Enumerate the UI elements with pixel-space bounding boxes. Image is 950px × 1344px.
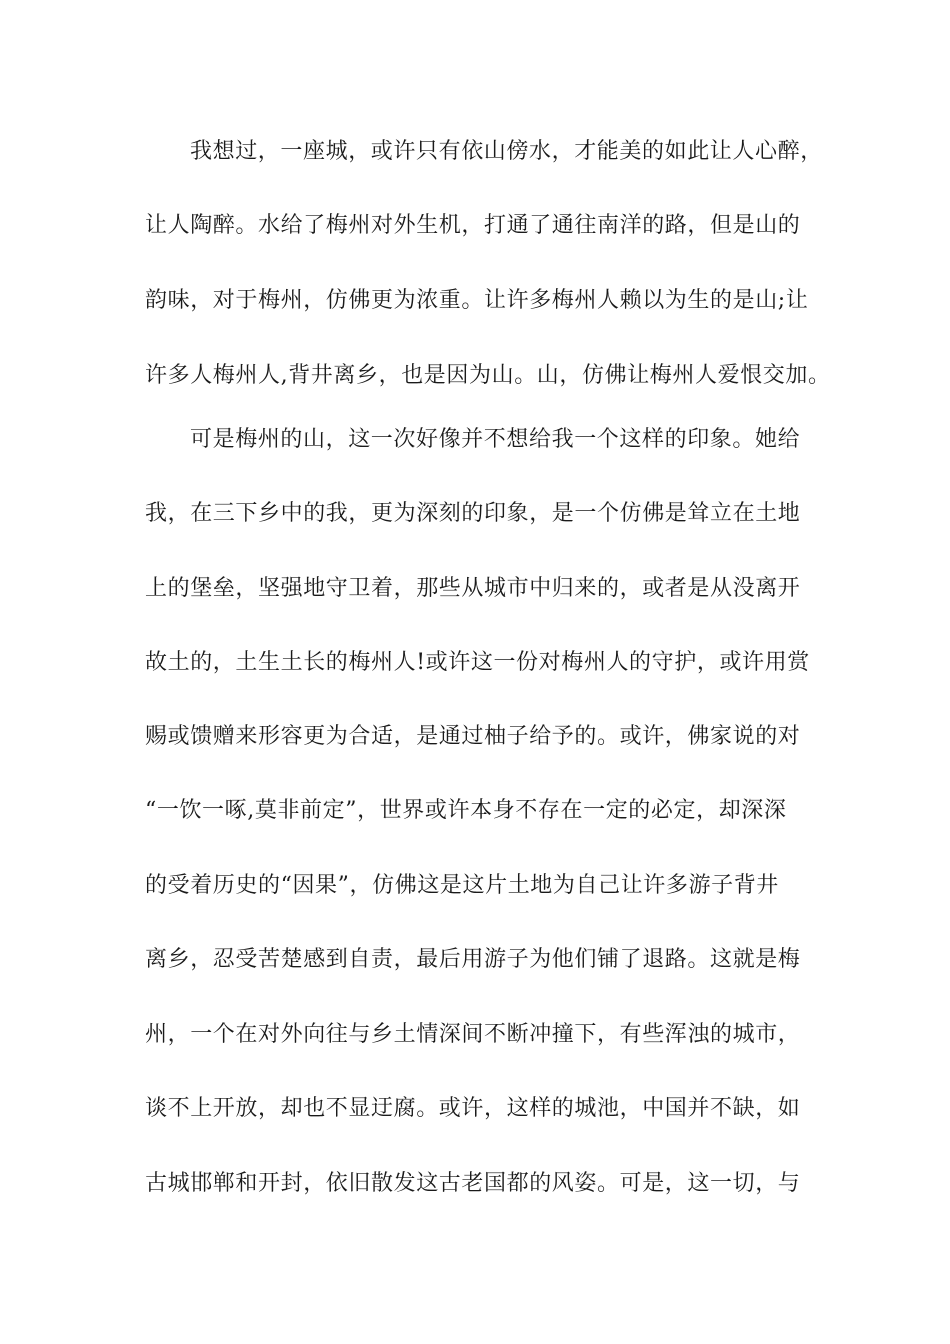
paragraph-2-line-2: 我，在三下乡中的我，更为深刻的印象，是一个仿佛是耸立在土地	[145, 501, 801, 526]
paragraph-1-line-1: 我想过，一座城，或许只有依山傍水，才能美的如此让人心醉，	[190, 139, 823, 164]
paragraph-1-line-2: 让人陶醉。水给了梅州对外生机，打通了通往南洋的路，但是山的	[145, 213, 801, 238]
paragraph-2-line-4: 故土的，土生土长的梅州人!或许这一份对梅州人的守护，或许用赏	[145, 650, 810, 675]
paragraph-2-line-9: 州，一个在对外向往与乡土情深间不断冲撞下，有些浑浊的城市，	[145, 1022, 801, 1047]
paragraph-2-line-10: 谈不上开放，却也不显迂腐。或许，这样的城池，中国并不缺，如	[145, 1096, 801, 1121]
paragraph-2-line-7: 的受着历史的“因果”，仿佛这是这片土地为自己让许多游子背井	[145, 873, 779, 898]
paragraph-2-line-1: 可是梅州的山，这一次好像并不想给我一个这样的印象。她给	[190, 427, 801, 452]
paragraph-2-line-6: “一饮一啄,莫非前定”，世界或许本身不存在一定的必定，却深深	[145, 798, 787, 823]
paragraph-2-line-3: 上的堡垒，坚强地守卫着，那些从城市中归来的，或者是从没离开	[145, 576, 801, 601]
paragraph-1-line-3: 韵味，对于梅州，仿佛更为浓重。让许多梅州人赖以为生的是山;让	[145, 288, 809, 313]
paragraph-2-line-11: 古城邯郸和开封，依旧散发这古老国都的风姿。可是，这一切，与	[145, 1171, 801, 1196]
paragraph-1-line-4: 许多人梅州人,背井离乡，也是因为山。山，仿佛让梅州人爱恨交加。	[145, 363, 831, 388]
paragraph-2-line-8: 离乡，忍受苦楚感到自责，最后用游子为他们铺了退路。这就是梅	[145, 947, 801, 972]
paragraph-2-line-5: 赐或馈赠来形容更为合适，是通过柚子给予的。或许，佛家说的对	[145, 724, 801, 749]
